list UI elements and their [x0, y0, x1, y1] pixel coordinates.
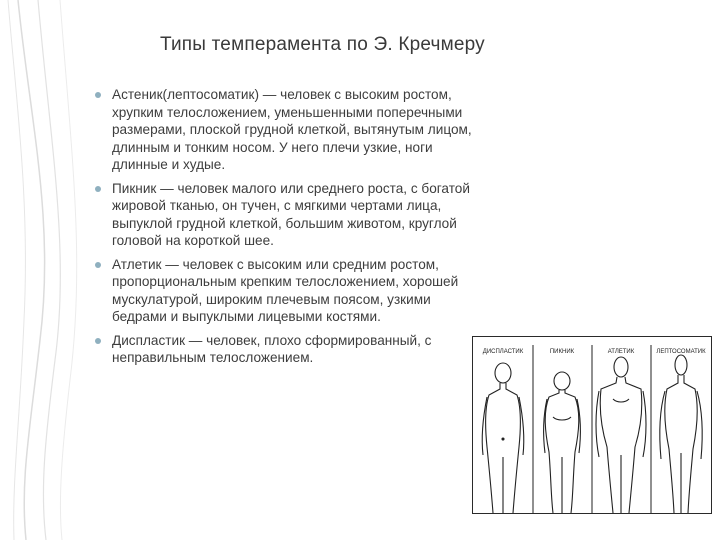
slide-title: Типы темперамента по Э. Кречмеру: [160, 34, 485, 55]
bullet-list: [92, 86, 477, 373]
dysplastic-figure: [482, 363, 524, 513]
decorative-curves: [0, 0, 90, 540]
list-item: [92, 256, 477, 326]
body-types-drawing: [473, 337, 711, 513]
bullet-dot-icon: [95, 186, 101, 192]
figure-label-dysplastic: ДИСПЛАСТИК: [482, 349, 524, 355]
pyknic-figure: [544, 372, 581, 513]
figure-label-pyknic: ПИКНИК: [549, 349, 575, 355]
bullet-dot-icon: [95, 92, 101, 98]
bullet-dot-icon: [95, 262, 101, 268]
list-item-text: Атлетик — человек с высоким или средним ростом, пропорциональным крепким телосложением, хорошей мускулатурой, широким плечевым поясом, узкими бедрами и выпуклыми лицевыми костями.: [112, 256, 459, 324]
list-item-text: Пикник — человек малого или среднего роста, с богатой жировой тканью, он тучен, с мягкими чертами лица, выпуклой грудной клеткой, большим животом, круглой головой на короткой шее.: [112, 180, 470, 248]
body-types-illustration: [472, 336, 712, 514]
leptosomatic-figure: [660, 355, 702, 513]
athletic-figure: [596, 357, 646, 513]
figure-label-athletic: АТЛЕТИК: [607, 349, 635, 355]
figure-label-leptosomatic: ЛЕПТОСОМАТИК: [656, 349, 706, 355]
list-item: [92, 86, 477, 174]
list-item-text: Диспластик — человек, плохо сформированный, с неправильным телосложением.: [112, 332, 432, 365]
list-item: [92, 180, 477, 250]
list-item-text: Астеник(лептосоматик) — человек с высоким ростом, хрупким телосложением, уменьшенными поперечными размерами, плоской грудной клеткой, вытянутым лицом, длинным и тонким носом. У него плечи узкие, ноги длинные и худые.: [112, 87, 472, 172]
list-item: [92, 332, 477, 367]
bullet-dot-icon: [95, 338, 101, 344]
